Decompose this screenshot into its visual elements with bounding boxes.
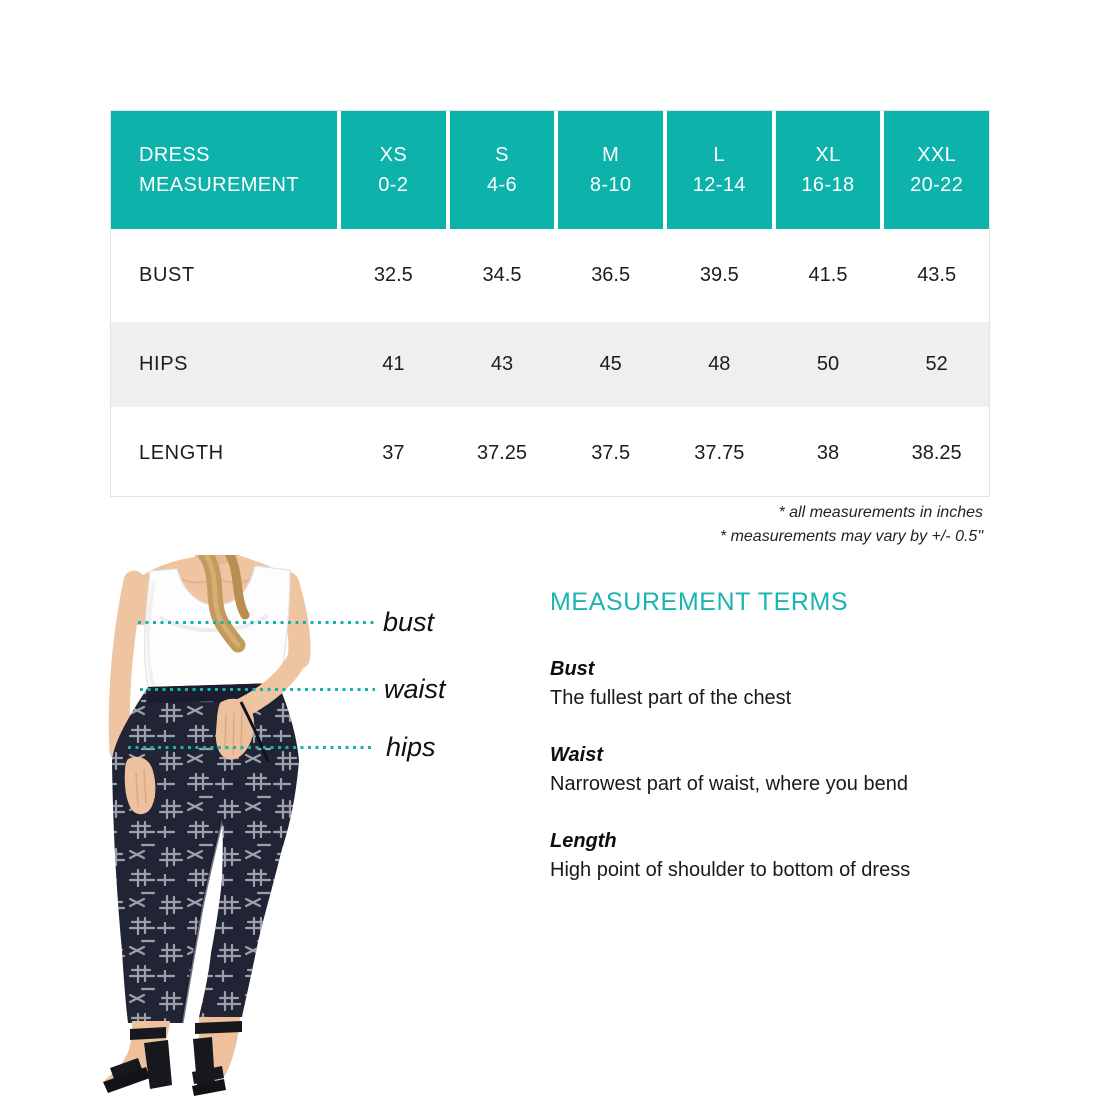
size-range: 16-18 bbox=[801, 174, 855, 196]
table-cell: 34.5 bbox=[482, 264, 522, 286]
waist-measure-line bbox=[140, 688, 375, 691]
column-header-l bbox=[667, 111, 772, 229]
table-cell: 39.5 bbox=[699, 264, 739, 286]
size-chart-table bbox=[110, 110, 990, 497]
size-range: 0-2 bbox=[378, 174, 409, 196]
size-range: 12-14 bbox=[692, 174, 746, 196]
table-cell: 37.25 bbox=[476, 442, 528, 464]
term-bust bbox=[550, 655, 1030, 713]
row-label-hips: HIPS bbox=[139, 353, 189, 375]
column-header-dress-measurement bbox=[111, 111, 337, 229]
term-waist bbox=[550, 741, 1030, 799]
table-cell: 37 bbox=[382, 442, 405, 464]
hips-line-label: hips bbox=[386, 732, 436, 762]
table-cell: 41 bbox=[382, 353, 405, 375]
term-name: Length bbox=[550, 830, 617, 852]
table-cell: 38 bbox=[816, 442, 840, 464]
size-name: XL bbox=[815, 144, 841, 166]
row-label-length: LENGTH bbox=[139, 442, 224, 464]
left-shoe-ankle-strap bbox=[130, 1027, 166, 1040]
footnote-inches: * all measurements in inches bbox=[778, 504, 983, 521]
table-cell: 36.5 bbox=[591, 264, 631, 286]
table-row-bust bbox=[111, 233, 989, 318]
size-range: 20-22 bbox=[910, 174, 964, 196]
term-name: Waist bbox=[550, 744, 603, 766]
bust-measure-line bbox=[138, 621, 375, 624]
term-length bbox=[550, 827, 1030, 885]
table-cell: 43 bbox=[490, 353, 514, 375]
left-shoe-heel bbox=[144, 1040, 172, 1089]
table-cell: 50 bbox=[816, 353, 840, 375]
size-name: S bbox=[495, 144, 509, 166]
table-row-hips bbox=[111, 322, 989, 407]
right-shoe-ankle-strap bbox=[195, 1021, 242, 1034]
header-title-line2: MEASUREMENT bbox=[139, 174, 299, 196]
term-definition: High point of shoulder to bottom of dress bbox=[550, 859, 911, 881]
column-header-xl bbox=[776, 111, 881, 229]
term-definition: The fullest part of the chest bbox=[550, 687, 792, 709]
table-cell: 32.5 bbox=[373, 264, 413, 286]
table-cell: 45 bbox=[599, 353, 622, 375]
table-cell: 37.75 bbox=[694, 442, 745, 464]
table-row-length bbox=[111, 411, 989, 496]
table-header-row bbox=[111, 111, 989, 229]
column-header-xs bbox=[341, 111, 446, 229]
table-cell: 38.25 bbox=[911, 442, 962, 464]
row-label-bust: BUST bbox=[139, 264, 195, 286]
table-cell: 41.5 bbox=[808, 264, 848, 286]
column-header-m bbox=[558, 111, 663, 229]
table-cell: 52 bbox=[925, 353, 948, 375]
column-header-s bbox=[450, 111, 555, 229]
term-name: Bust bbox=[550, 658, 595, 680]
measurement-footnotes bbox=[110, 501, 983, 549]
size-range: 8-10 bbox=[589, 174, 632, 196]
model-figure-section bbox=[98, 555, 483, 1100]
table-cell: 48 bbox=[708, 353, 731, 375]
measurement-terms-section bbox=[550, 588, 1030, 913]
footnote-variance: * measurements may vary by +/- 0.5" bbox=[719, 528, 983, 545]
size-name: M bbox=[602, 144, 620, 166]
table-cell: 43.5 bbox=[917, 264, 957, 286]
size-range: 4-6 bbox=[486, 174, 518, 196]
header-title-line1: DRESS bbox=[139, 144, 210, 166]
size-name: L bbox=[713, 144, 726, 166]
hips-measure-line bbox=[128, 746, 375, 749]
term-definition: Narrowest part of waist, where you bend bbox=[550, 773, 908, 795]
waist-line-label: waist bbox=[384, 674, 446, 704]
size-name: XXL bbox=[917, 144, 957, 166]
column-header-xxl bbox=[884, 111, 989, 229]
table-cell: 37.5 bbox=[591, 442, 631, 464]
measurement-terms-title: MEASUREMENT TERMS bbox=[550, 588, 849, 616]
bust-line-label: bust bbox=[383, 607, 435, 637]
size-name: XS bbox=[379, 144, 408, 166]
